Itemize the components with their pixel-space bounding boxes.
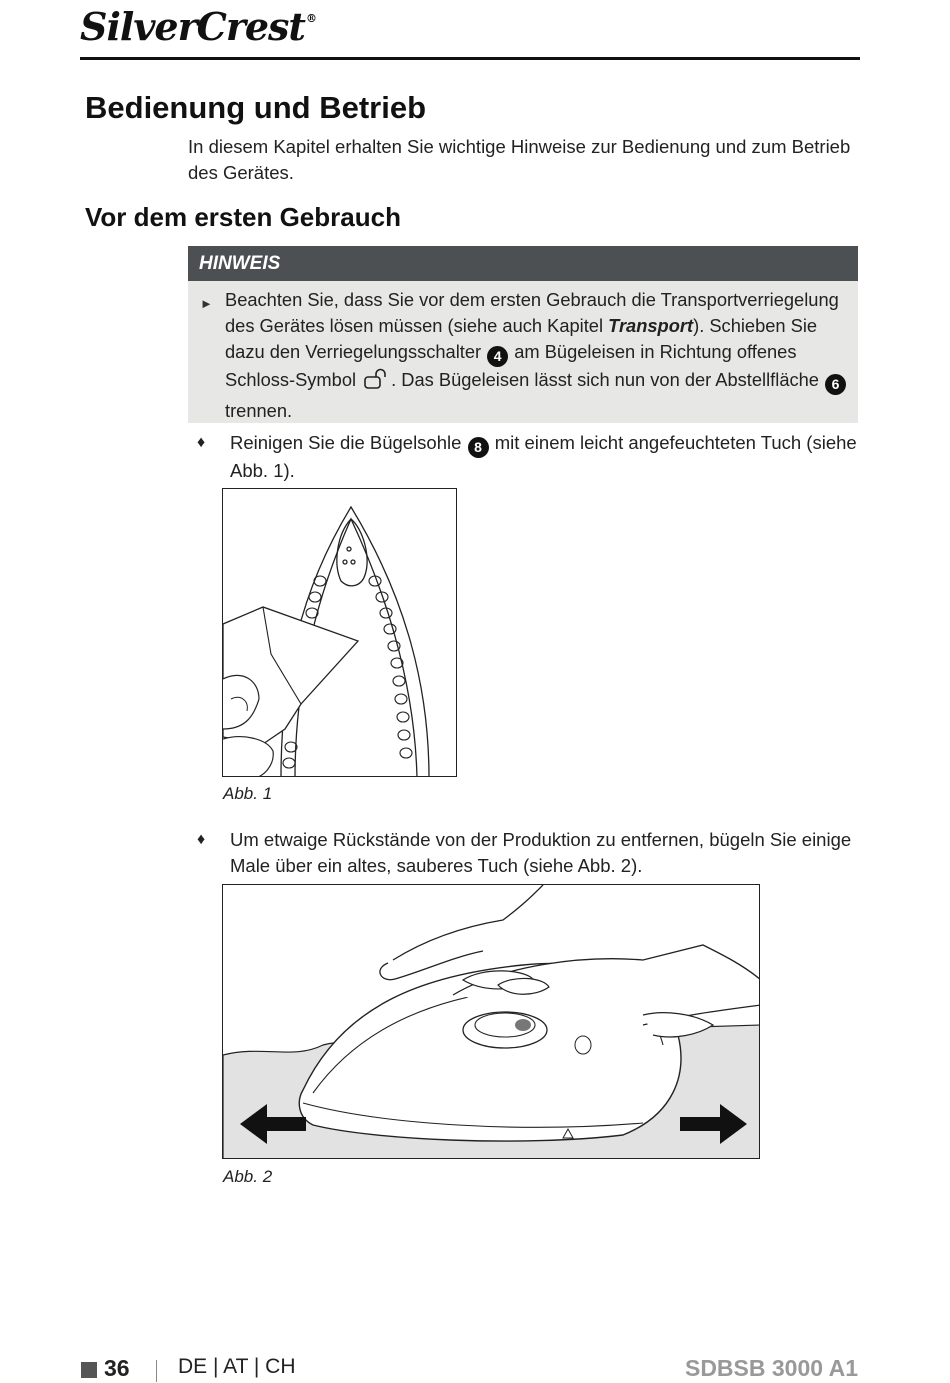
- list-item: ♦ Um etwaige Rückstände von der Produktion zu entfernen, bügeln Sie einige Male über ein altes, sauberes Tuch (siehe Abb. 2).: [197, 829, 852, 876]
- section-title: Bedienung und Betrieb: [85, 90, 426, 125]
- page-number: 36: [104, 1355, 130, 1381]
- model-number: SDBSB 3000 A1: [684, 1355, 858, 1381]
- figure-ironing-cloth: [222, 884, 760, 1159]
- part-number-badge: 8: [468, 437, 489, 458]
- brand-logo: SilverCrest®: [80, 4, 316, 49]
- part-number-badge: 4: [487, 346, 508, 367]
- part-number-badge: 6: [825, 374, 846, 395]
- diamond-bullet-icon: ♦: [197, 434, 206, 451]
- country-codes: DE | AT | CH: [178, 1355, 296, 1378]
- subsection-title: Vor dem ersten Gebrauch: [85, 202, 401, 232]
- diamond-bullet-icon: ♦: [197, 831, 206, 848]
- figure-caption: Abb. 1: [223, 784, 273, 803]
- figure-soleplate-cleaning: [222, 488, 457, 777]
- chapter-reference: Transport: [608, 315, 694, 337]
- section-intro: In diesem Kapitel erhalten Sie wichtige Hinweise zur Bedienung und zum Betrieb des Gerätes.: [188, 136, 851, 183]
- list-item: ♦ Reinigen Sie die Bügelsohle 8 mit einem leicht angefeuchteten Tuch (siehe Abb. 1).: [197, 432, 857, 481]
- notice-body: ► Beachten Sie, dass Sie vor dem ersten Gebrauch die Transportverriegelung des Gerätes lösen müssen (siehe auch Kapitel Transport). Schieben Sie dazu den Verriegelungsschalter 4 am Bügeleisen in Richtung offenes Schloss-Symbol . Das Bügeleisen lässt sich nun von der Abstellfläche 6 trennen.: [188, 281, 858, 424]
- open-lock-icon: [363, 368, 389, 397]
- header-rule: [80, 57, 860, 60]
- page-marker: [81, 1362, 97, 1378]
- notice-box: [188, 246, 858, 423]
- figure-caption: Abb. 2: [223, 1167, 273, 1186]
- notice-heading: HINWEIS: [188, 246, 858, 281]
- footer-divider: [156, 1360, 157, 1382]
- arrow-bullet-icon: ►: [200, 296, 213, 311]
